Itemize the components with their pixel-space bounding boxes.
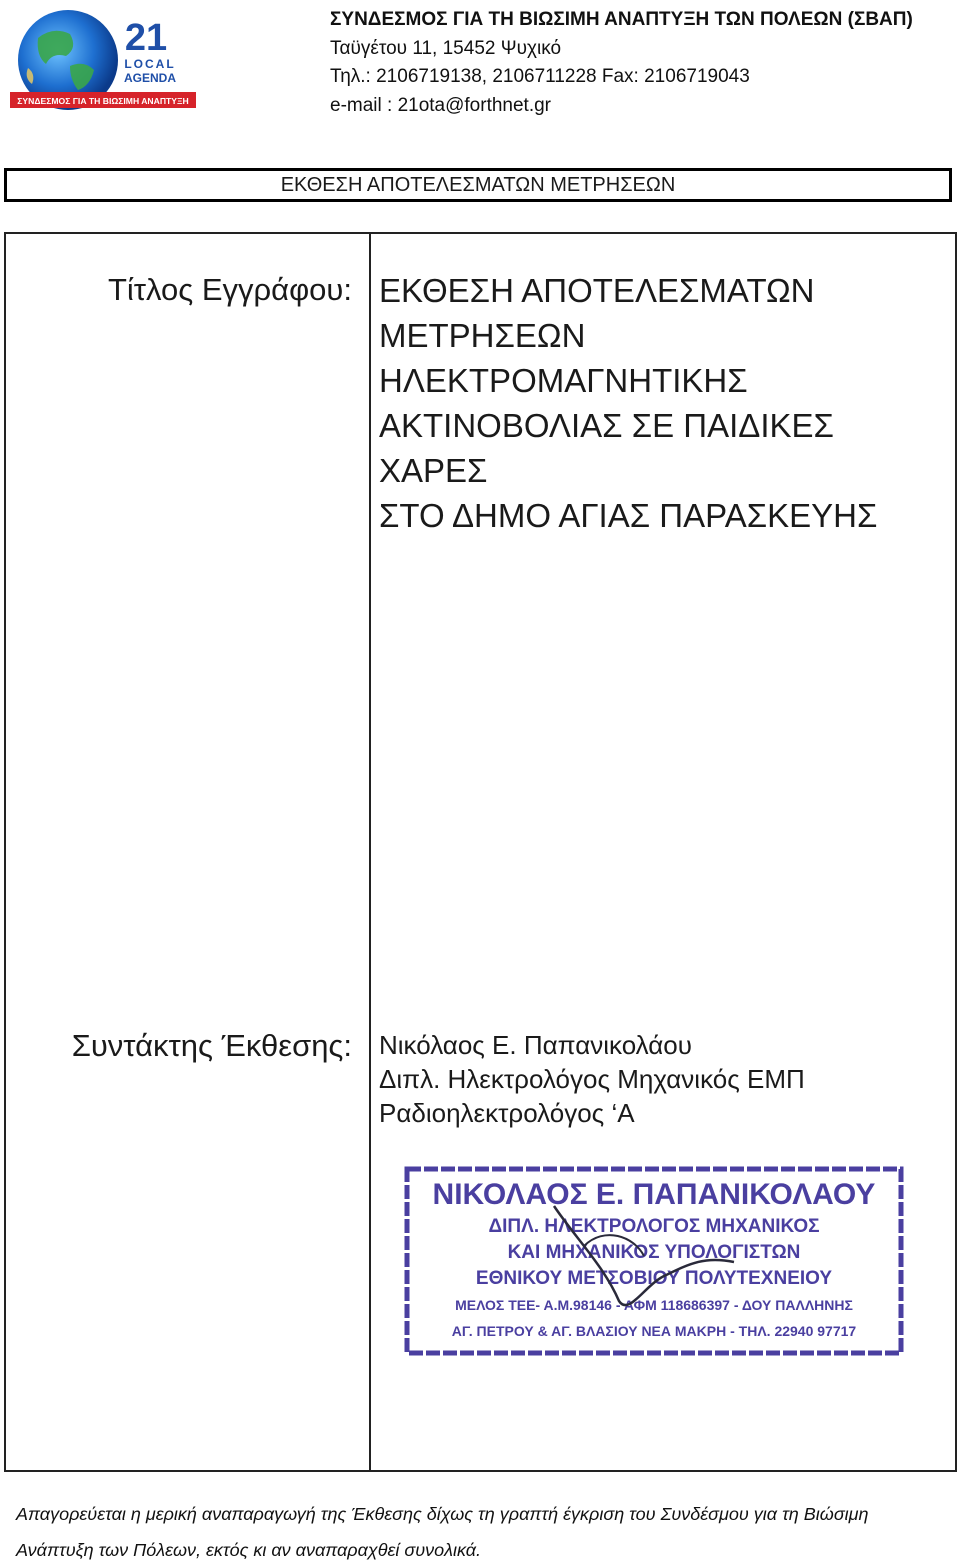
- organization-email: e-mail : 21ota@forthnet.gr: [330, 94, 552, 116]
- stamp-line: ΜΕΛΟΣ ΤΕΕ- Α.Μ.98146 - ΑΦΜ 118686397 - ΔΟΥ ΠΑΛΛΗΝΗΣ: [455, 1297, 853, 1313]
- copyright-line: Ανάπτυξη των Πόλεων, εκτός κι αν αναπαραχθεί συνολικά.: [16, 1540, 482, 1560]
- organization-header: [330, 6, 913, 120]
- logo-line2: AGENDA: [123, 71, 177, 85]
- stamp-line: ΚΑΙ ΜΗΧΑΝΙΚΟΣ ΥΠΟΛΟΓΙΣΤΩΝ: [507, 1242, 801, 1263]
- document-info-table: [4, 232, 957, 1472]
- document-title-line: ΕΚΘΕΣΗ ΑΠΟΤΕΛΕΣΜΑΤΩΝ: [379, 272, 815, 309]
- organization-address: Ταϋγέτου 11, 15452 Ψυχικό: [330, 37, 562, 59]
- document-title-line: ΑΚΤΙΝΟΒΟΛΙΑΣ ΣΕ ΠΑΙΔΙΚΕΣ ΧΑΡΕΣ: [379, 407, 834, 489]
- local-agenda-21-logo: [8, 8, 198, 112]
- report-heading: ΕΚΘΕΣΗ ΑΠΟΤΕΛΕΣΜΑΤΩΝ ΜΕΤΡΗΣΕΩΝ: [4, 168, 952, 202]
- author-license: Ραδιοηλεκτρολόγος ‘Α: [379, 1098, 635, 1128]
- document-title-line: ΜΕΤΡΗΣΕΩΝ ΗΛΕΚΤΡΟΜΑΓΝΗΤΙΚΗΣ: [379, 317, 748, 399]
- logo-number: 21: [124, 17, 168, 59]
- copyright-notice: [16, 1496, 951, 1568]
- document-title: [379, 268, 949, 538]
- stamp-line: ΕΘΝΙΚΟΥ ΜΕΤΣΟΒΙΟΥ ΠΟΛΥΤΕΧΝΕΙΟΥ: [475, 1268, 833, 1289]
- organization-name: ΣΥΝΔΕΣΜΟΣ ΓΙΑ ΤΗ ΒΙΩΣΙΜΗ ΑΝΑΠΤΥΞΗ ΤΩΝ ΠΟΛΕΩΝ (ΣΒΑΠ): [330, 9, 913, 30]
- official-stamp: [404, 1166, 904, 1356]
- author-degree: Διπλ. Ηλεκτρολόγος Μηχανικός ΕΜΠ: [379, 1064, 805, 1094]
- author-label: Συντάκτης Έκθεσης:: [71, 1028, 352, 1063]
- author-name: Νικόλαος Ε. Παπανικολάου: [379, 1030, 692, 1060]
- logo-band-text: ΣΥΝΔΕΣΜΟΣ ΓΙΑ ΤΗ ΒΙΩΣΙΜΗ ΑΝΑΠΤΥΞΗ: [17, 96, 189, 106]
- author-block: [379, 1028, 805, 1130]
- copyright-line: Απαγορεύεται η μερική αναπαραγωγή της Έκθεσης δίχως τη γραπτή έγκριση του Συνδέσμου για τη Βιώσιμη: [16, 1504, 869, 1524]
- column-divider: [369, 234, 371, 1470]
- stamp-line: ΝΙΚΟΛΑΟΣ Ε. ΠΑΠΑΝΙΚΟΛΑΟΥ: [432, 1178, 876, 1211]
- logo-line1: LOCAL: [124, 57, 176, 71]
- organization-phone: Τηλ.: 2106719138, 2106711228 Fax: 2106719043: [330, 66, 750, 87]
- stamp-line: ΑΓ. ΠΕΤΡΟΥ & ΑΓ. ΒΛΑΣΙΟΥ ΝΕΑ ΜΑΚΡΗ - ΤΗΛ. 22940 97717: [451, 1323, 857, 1339]
- document-title-line: ΣΤΟ ΔΗΜΟ ΑΓΙΑΣ ΠΑΡΑΣΚΕΥΗΣ: [379, 497, 878, 534]
- document-title-label: Τίτλος Εγγράφου:: [107, 272, 352, 307]
- stamp-line: ΔΙΠΛ. ΗΛΕΚΤΡΟΛΟΓΟΣ ΜΗΧΑΝΙΚΟΣ: [488, 1216, 820, 1237]
